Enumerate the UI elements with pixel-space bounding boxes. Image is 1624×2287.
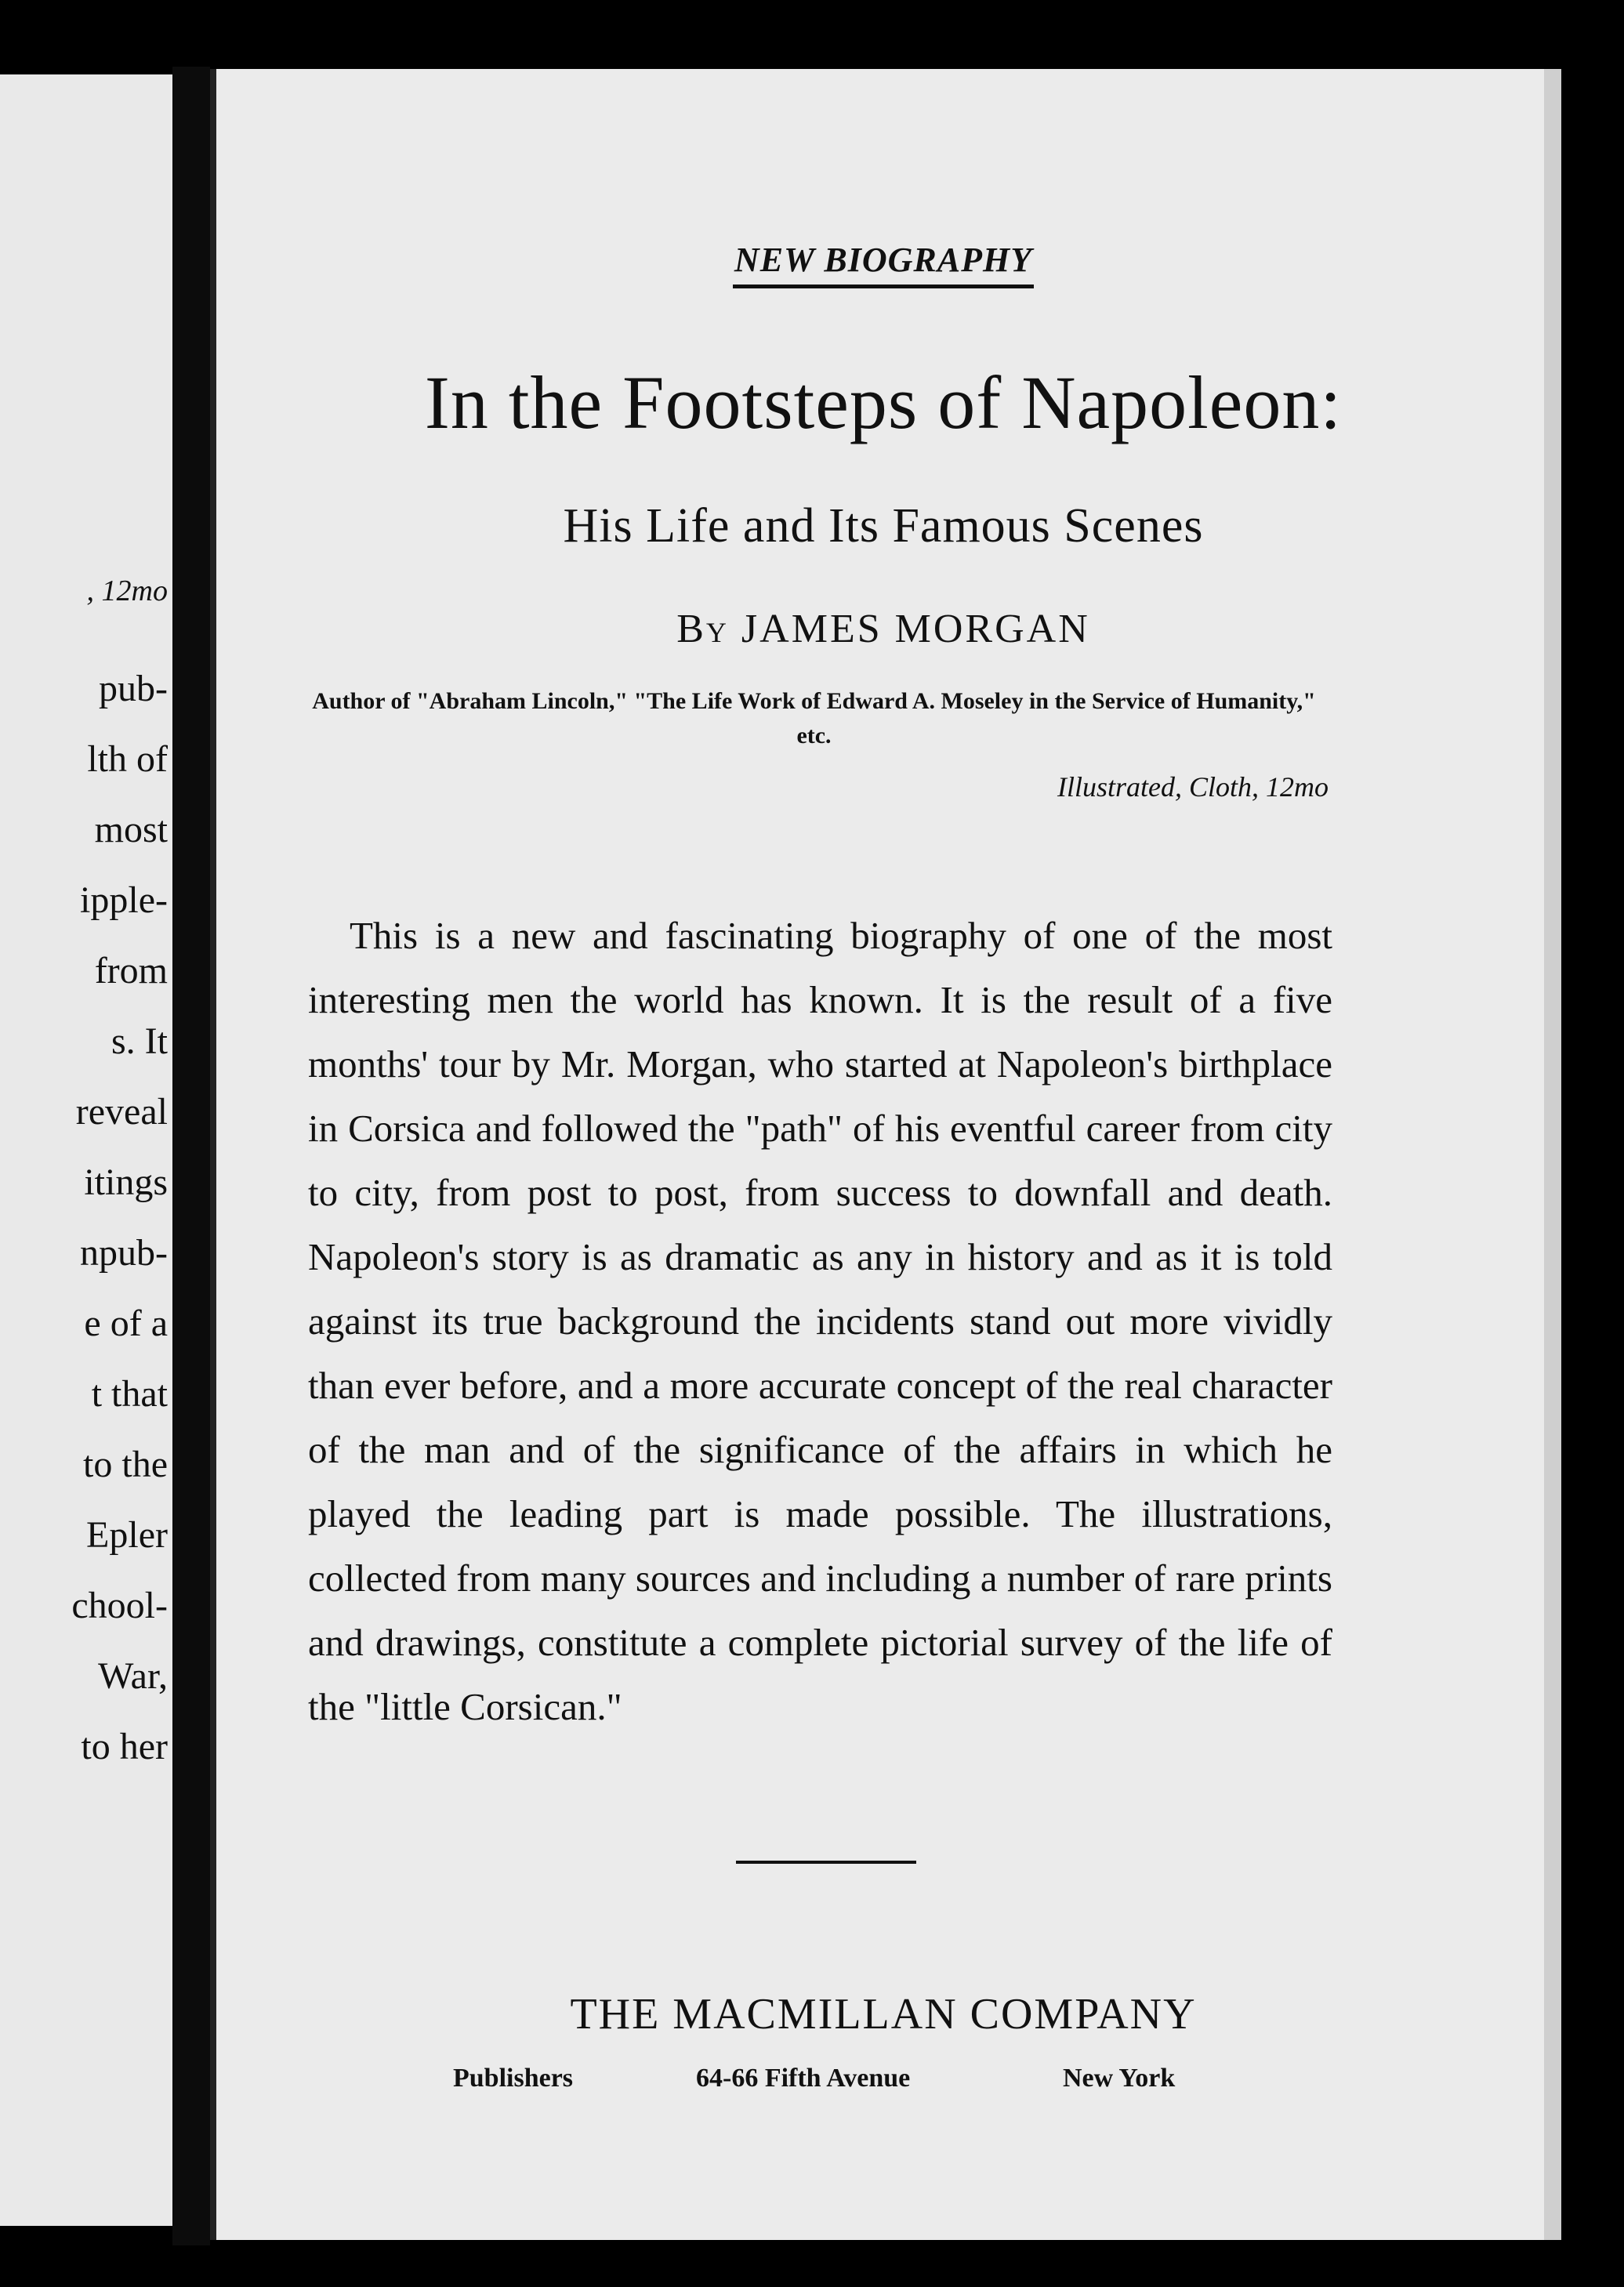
publisher-name: THE MACMILLAN COMPANY: [570, 1990, 1197, 2039]
section-label: [216, 240, 1550, 288]
left-page-line: pub-: [99, 668, 168, 709]
publisher-role: Publishers: [453, 2064, 574, 2093]
author-credits: Author of "Abraham Lincoln," "The Life Work of Edward A. Moseley in the Service of Humanity," etc.: [312, 688, 1316, 748]
right-page: [210, 69, 1550, 2240]
left-page-format-fragment: , 12mo: [86, 574, 168, 607]
left-page-line: from: [94, 950, 168, 991]
left-page-line: ipple-: [80, 879, 168, 921]
byline-author: JAMES MORGAN: [741, 607, 1090, 651]
left-page-fragment: [0, 74, 172, 2226]
left-page-line: Epler: [86, 1514, 168, 1556]
left-page-line: to the: [83, 1444, 168, 1485]
book-title: In the Footsteps of Napoleon:: [424, 361, 1343, 444]
left-page-line: t that: [91, 1373, 168, 1415]
page-edge: [1544, 69, 1561, 2240]
divider-rule: [736, 1861, 916, 1864]
book-format: Illustrated, Cloth, 12mo: [1057, 771, 1329, 803]
left-page-line: to her: [81, 1726, 168, 1767]
left-page-line: s. It: [111, 1020, 168, 1062]
section-label-text: NEW BIOGRAPHY: [733, 240, 1034, 288]
byline: [216, 606, 1550, 652]
left-page-line: itings: [84, 1162, 168, 1203]
left-page-line: War,: [98, 1655, 168, 1697]
book-spine: [172, 67, 210, 2245]
publisher-city: New York: [1063, 2064, 1176, 2093]
left-page-line: most: [94, 809, 168, 850]
publisher-address: 64-66 Fifth Avenue: [696, 2064, 911, 2093]
left-page-line: reveal: [75, 1091, 168, 1133]
left-page-line: lth of: [87, 738, 168, 780]
book-description: This is a new and fascinating biography of one of the most interesting men the world has known. It is the result of a five months' tour by Mr. Morgan, who started at Napoleon's birthplace in Corsica and followed the "path" of his eventful career from city to city, from post to post, from success to downfall and death. Napoleon's story is as dramatic as any in history and as it is told against its true background the incidents stand out more vividly than ever before, and a more accurate concept of the real character of the man and of the significance of the affairs in which he played the leading part is made possible. The illustrations, collected from many sources and including a number of rare prints and drawings, constitute a complete pictorial survey of the life of the "little Corsican.": [308, 914, 1332, 1728]
left-page-line: chool-: [71, 1585, 168, 1626]
book-subtitle: His Life and Its Famous Scenes: [563, 499, 1204, 553]
byline-prefix: By: [676, 607, 729, 651]
left-page-line: npub-: [80, 1232, 168, 1274]
left-page-line: e of a: [84, 1303, 168, 1344]
